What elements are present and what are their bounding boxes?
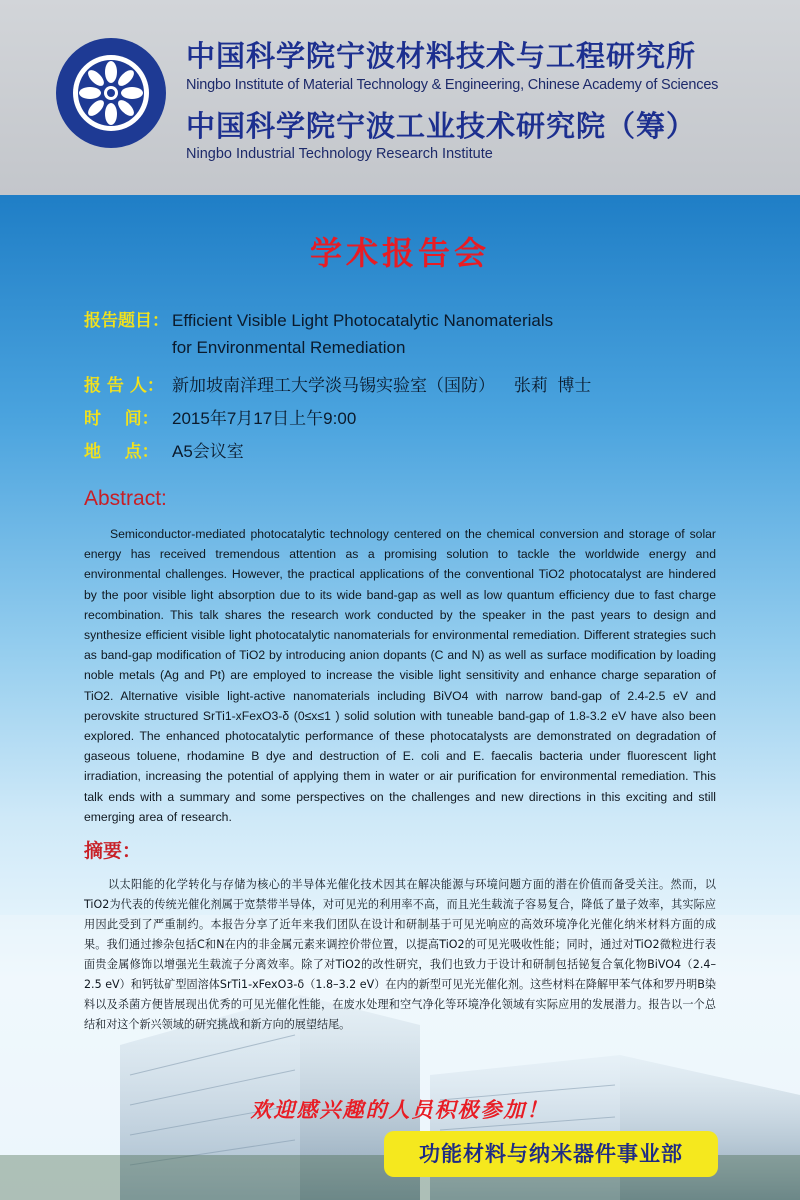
speaker-label: 报 告 人：: [84, 376, 164, 396]
topic-row-2: [172, 338, 405, 358]
topic-row: [84, 306, 553, 331]
event-title: 学术报告会: [309, 234, 490, 272]
time-value: 2015年7月17日上午9:00: [172, 409, 357, 428]
time-label: 时 间：: [84, 409, 159, 429]
speaker-row: [84, 371, 591, 396]
topic-line2: for Environmental Remediation: [172, 338, 406, 357]
institute2-name-cn: 中国科学院宁波工业技术研究院（筹）: [186, 109, 697, 143]
place-row: [84, 437, 244, 462]
institute-name-en: Ningbo Institute of Material Technology & Engineering, Chinese Academy of Sciences: [186, 77, 719, 93]
welcome-message: 欢迎感兴趣的人员积极参加！: [250, 1097, 550, 1122]
cn-abstract-heading: 摘要：: [84, 840, 142, 862]
cas-logo-icon: [54, 36, 168, 150]
abstract-heading: Abstract:: [84, 487, 167, 510]
place-value: A5会议室: [172, 442, 244, 461]
topic-line1: Efficient Visible Light Photocatalytic Nanomaterials: [172, 311, 554, 330]
abstract-text: Semiconductor-mediated photocatalytic technology centered on the chemical conversion and storage of solar energy has received tremendous attention as a promising solution to tackle the worldwide energy and environmental challenges. However, the practical applications of the conventional TiO2 photocatalyst are hindered by the poor visible light absorption due to its wide band-gap as well as low quantum efficiency due to fast charge recombination. This talk shares the research work conducted by the speaker in the past years to design and synthesize efficient visible light photocatalytic nanomaterials for environmental remediation. Different strategies such as band-gap modification of TiO2 by introducing anion dopants (C and N) as well as surface modification by loading noble metals (Ag and Pt) are employed to increase the visible light sensitivity and enhance charge separation of TiO2. Alternative visible light-active nanomaterials including BiVO4 with narrow band-gap of 2.4-2.5 eV and perovskite structured SrTi1-xFexO3-δ (0≤x≤1 ) solid solution with tuneable band-gap of 1.8-3.2 eV have also been explored. The enhanced photocatalytic performance of these photocatalysts are demonstrated on degradation of gaseous toluene, rhodamine B dye and destruction of E. coli and E. faecalis bacteria under fluorescent light irradiation, increasing the potential of applying them in water or air purification for environmental remediation. This talk ends with a summary and some perspectives on the challenges and new directions in this exciting and still emerging area of research.: [84, 527, 716, 824]
institute-name-cn: 中国科学院宁波材料技术与工程研究所: [186, 39, 697, 73]
speaker-value: 新加坡南洋理工大学淡马锡实验室（国防） 张莉 博士: [172, 376, 592, 395]
topic-label: 报告题目：: [84, 311, 169, 331]
institute2-name-en: Ningbo Industrial Technology Research Institute: [186, 146, 493, 162]
cn-abstract-text: 以太阳能的化学转化与存储为核心的半导体光催化技术因其在解决能源与环境问题方面的潜在价值而备受关注。然而，以TiO2为代表的传统光催化剂属于宽禁带半导体，对可见光的利用率不高，而且光生载流子容易复合，降低了量子效率，其实际应用因此受到了严重制约。本报告分享了近年来我们团队在设计和研制基于可见光响应的高效环境净化光催化纳米材料方面的成果。我们通过掺杂包括C和N在内的非金属元素来调控价带位置，以提高TiO2的可见光吸收性能；同时，通过对TiO2微粒进行表面贵金属修饰以增强光生载流子分离效率。除了对TiO2的改性研究，我们也致力于设计和研制包括铋复合氧化物BiVO4（2.4–2.5 eV）和钙钛矿型固溶体SrTi1-xFexO3-δ（1.8–3.2 eV）在内的新型可见光光催化剂。这些材料在降解甲苯气体和罗丹明B染料以及杀菌方便皆展现出优秀的可见光催化性能，在废水处理和空气净化等环境净化领域有实际应用的发展潜力。报告以一个总结和对这个新兴领域的研究挑战和新方向的展望结尾。: [84, 878, 716, 1031]
time-row: [84, 404, 356, 429]
place-label: 地 点：: [84, 442, 159, 462]
header-banner: [0, 0, 800, 195]
department-badge: 功能材料与纳米器件事业部: [384, 1131, 718, 1177]
